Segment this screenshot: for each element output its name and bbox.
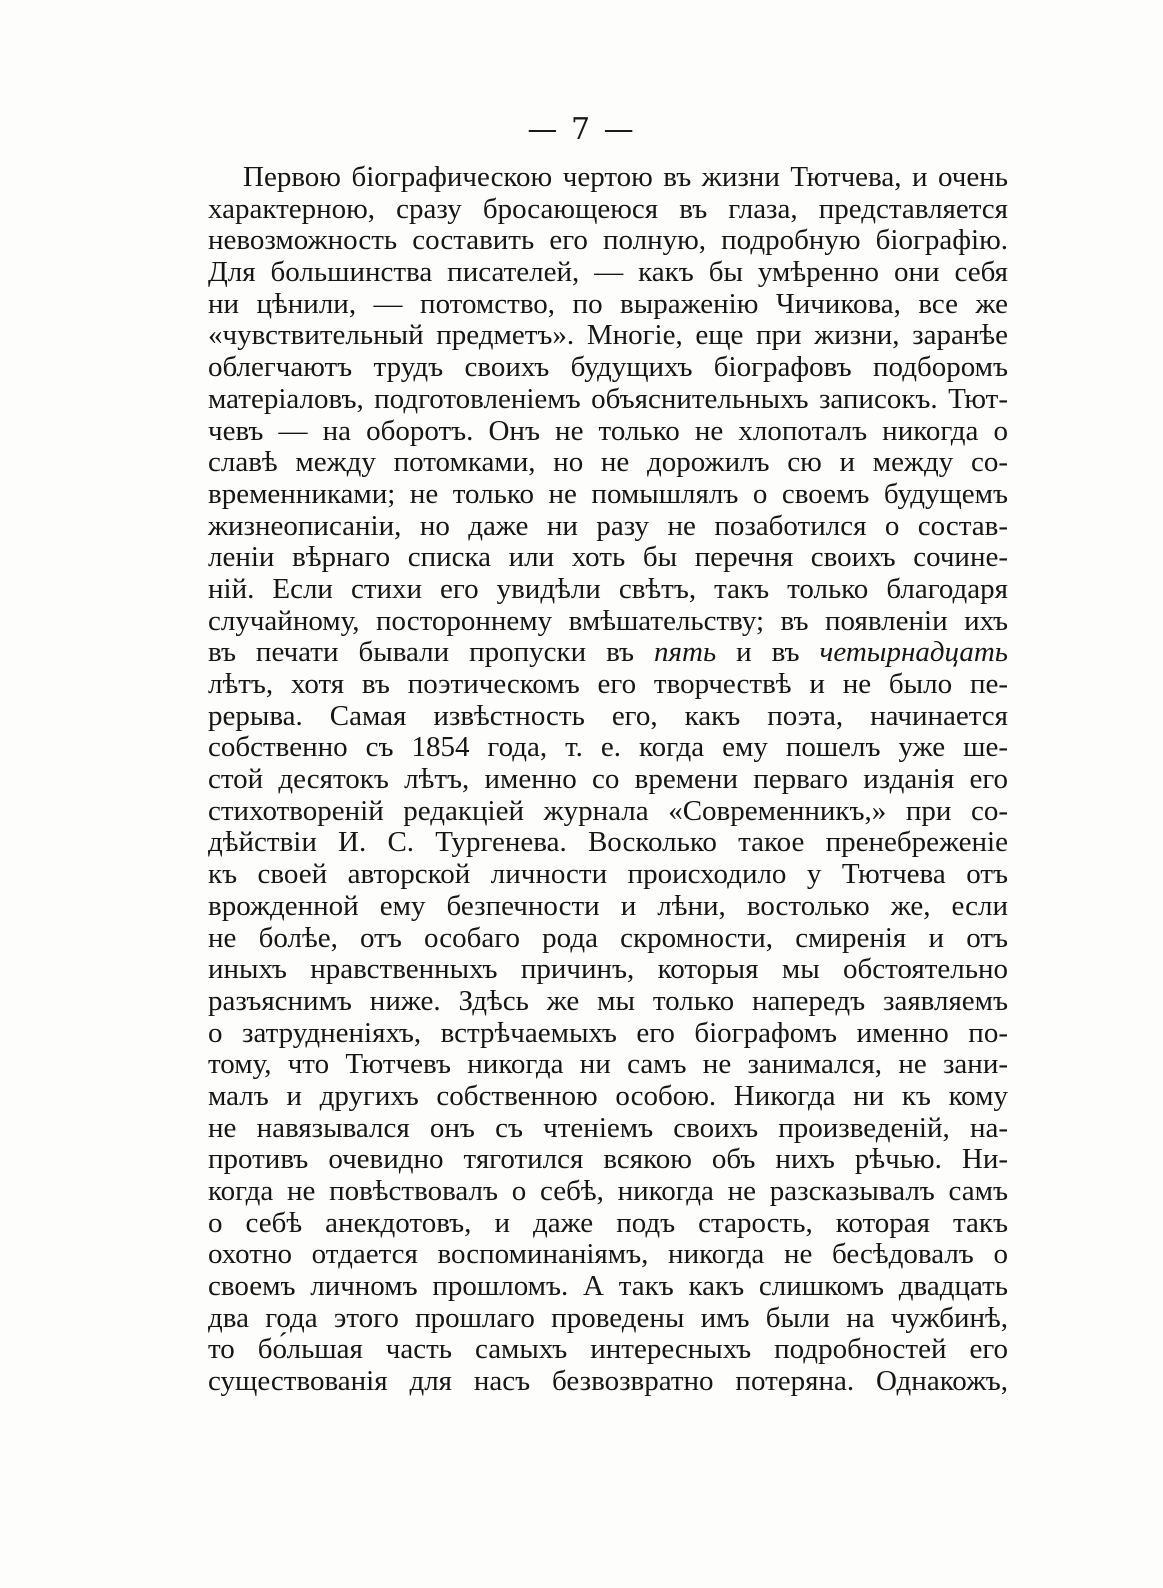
text-line: «чувствительный предметъ». Многіе, еще при жизни, заранѣе	[208, 319, 1008, 352]
text-line: къ своей авторской личности происходило у Тютчева отъ	[208, 858, 1008, 891]
text-line: леніи вѣрнаго списка или хоть бы перечня своихъ сочине-	[208, 541, 1008, 574]
text-line: то бо́льшая часть самыхъ интересныхъ подробностей его	[208, 1333, 1008, 1366]
text-line-italic	[208, 637, 1008, 669]
text-line: невозможность составить его полную, подробную біографію.	[208, 224, 1008, 257]
text-line: стой десятокъ лѣтъ, именно со времени перваго изданія его	[208, 763, 1008, 796]
text-line: жизнеописаніи, но даже ни разу не позаботился о состав-	[208, 509, 1008, 542]
text-line: Первою біографическою чертою въ жизни Тютчева, и очень	[243, 161, 1008, 193]
text-line: охотно отдается воспоминаніямъ, никогда не бесѣдовалъ о	[208, 1238, 1008, 1271]
text-line: малъ и другихъ собственною особою. Никогда ни къ кому	[208, 1079, 1008, 1112]
text-line: тому, что Тютчевъ никогда ни самъ не занимался, не зани-	[208, 1048, 1008, 1081]
text-line: врожденной ему безпечности и лѣни, востолько же, если	[208, 889, 1008, 922]
text-line: лѣтъ, хотя въ поэтическомъ его творчествѣ и не было пе-	[208, 668, 1008, 700]
text-line: своемъ личномъ прошломъ. А такъ какъ слишкомъ двадцать	[208, 1270, 1008, 1303]
text-segment: въ печати бывали пропуски въ	[208, 636, 655, 669]
text-line: разъяснимъ ниже. Здѣсь же мы только напередъ заявляемъ	[208, 984, 1008, 1017]
text-line: противъ очевидно тяготился всякою объ нихъ рѣчью. Ни-	[208, 1143, 1008, 1176]
text-line: ній. Если стихи его увидѣли свѣтъ, такъ только благодаря	[208, 572, 1008, 605]
text-line: дѣйствіи И. С. Тургенева. Восколько такое пренебреженіе	[208, 826, 1008, 859]
text-line: Для большинства писателей, — какъ бы умѣренно они себя	[208, 256, 1008, 289]
text-line: случайному, постороннему вмѣшательству; въ появленіи ихъ	[208, 604, 1008, 637]
text-line: когда не повѣствовалъ о себѣ, никогда не разсказывалъ самъ	[208, 1175, 1008, 1207]
text-line: о затрудненіяхъ, встрѣчаемыхъ его біографомъ именно по-	[208, 1016, 1008, 1049]
page-number: — 7 —	[527, 112, 636, 147]
text-line: славѣ между потомками, но не дорожилъ сю и между со-	[208, 446, 1008, 479]
body-text	[208, 162, 1008, 1398]
text-line: иныхъ нравственныхъ причинъ, которыя мы обстоятельно	[208, 953, 1008, 986]
text-line: стихотвореній редакціей журнала «Современникъ,» при со-	[208, 794, 1008, 827]
text-segment: и въ	[716, 636, 820, 669]
text-line: не навязывался онъ съ чтеніемъ своихъ произведеній, на-	[208, 1111, 1008, 1144]
text-line: чевъ — на оборотъ. Онъ не только не хлопоталъ никогда о	[208, 414, 1008, 447]
text-line: два года этого прошлаго проведены имъ были на чужбинѣ,	[208, 1301, 1008, 1334]
text-line: не болѣе, отъ особаго рода скромности, смиренія и отъ	[208, 921, 1008, 954]
text-line: облегчаютъ трудъ своихъ будущихъ біографовъ подборомъ	[208, 351, 1008, 384]
text-line: характерною, сразу бросающеюся въ глаза, представляется	[208, 192, 1008, 225]
text-line: матеріаловъ, подготовленіемъ объяснительныхъ записокъ. Тют-	[208, 382, 1008, 415]
text-line: о себѣ анекдотовъ, и даже подъ старость, которая такъ	[208, 1206, 1008, 1239]
text-line: рерыва. Самая извѣстность его, какъ поэта, начинается	[208, 699, 1008, 732]
text-line: ни цѣнили, — потомство, по выраженію Чичикова, все же	[208, 287, 1008, 320]
text-line: собственно съ 1854 года, т. е. когда ему пошелъ уже ше-	[208, 731, 1008, 764]
italic-word: четырнадцать	[819, 636, 1008, 669]
text-line: временниками; не только не помышлялъ о своемъ будущемъ	[208, 477, 1008, 510]
italic-word: пять	[654, 636, 717, 669]
text-line: существованія для насъ безвозвратно потеряна. Однакожъ,	[208, 1365, 1008, 1398]
